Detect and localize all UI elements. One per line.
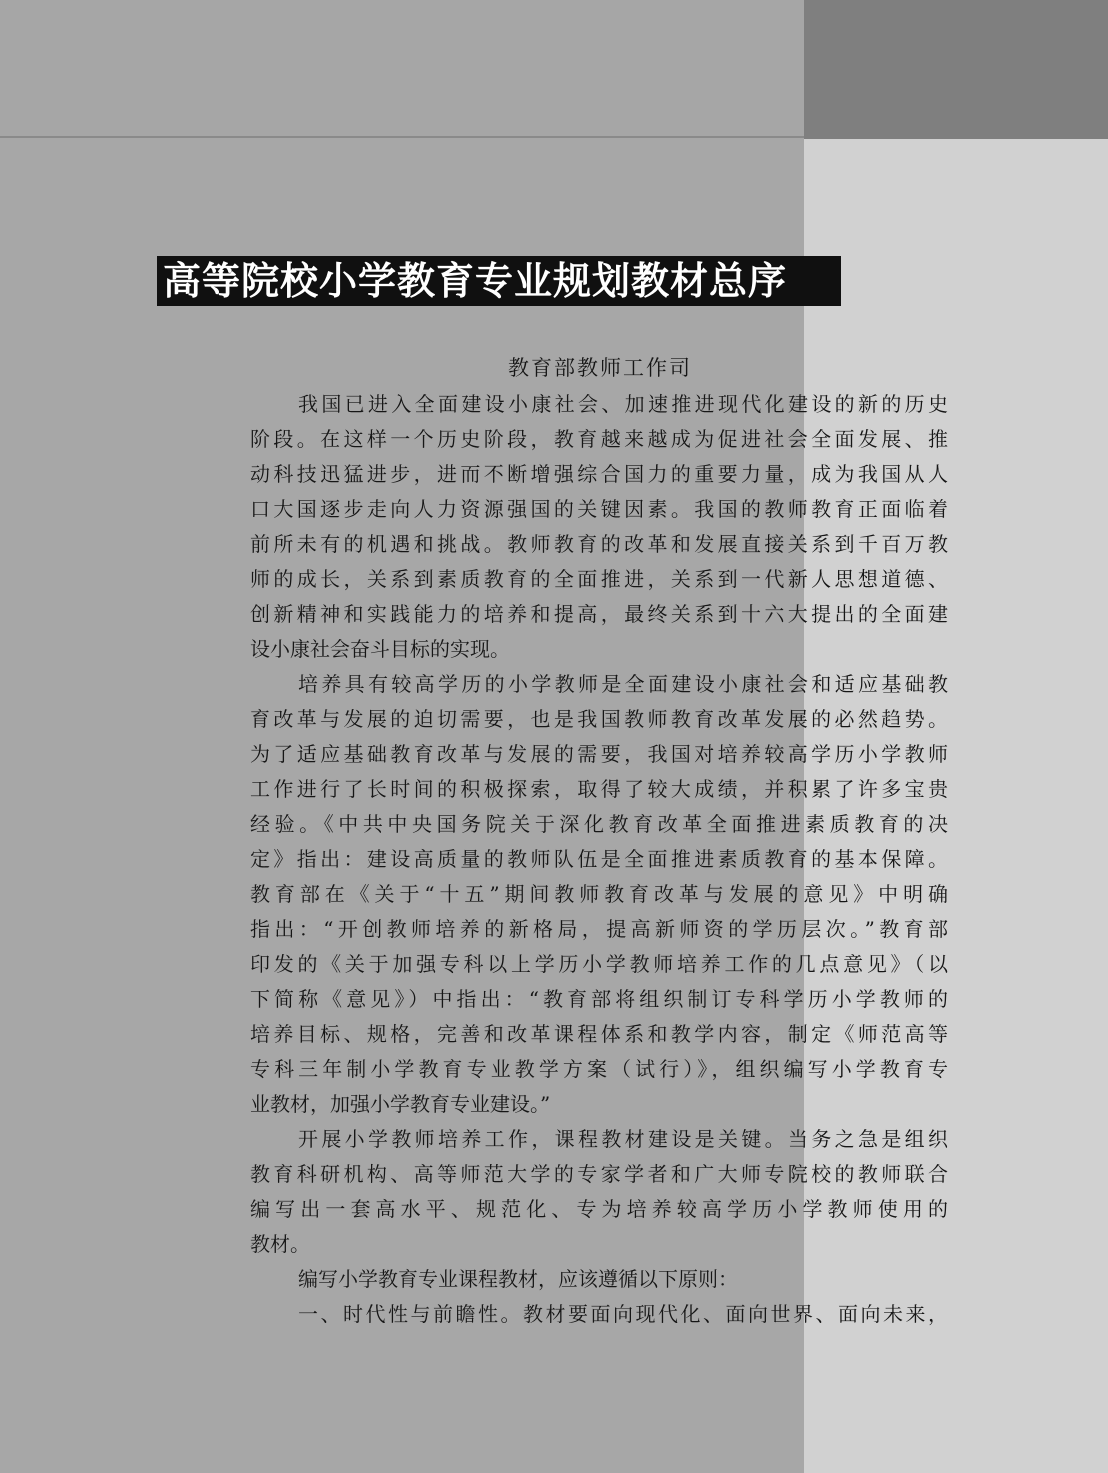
text-line: 我国已进入全面建设小康社会、加速推进现代化建设的新的历史 — [298, 392, 948, 416]
text-line: 印发的《关于加强专科以上学历小学教师培养工作的几点意见》（以 — [250, 952, 948, 976]
text-line: 编写小学教育专业课程教材，应该遵循以下原则： — [298, 1267, 738, 1291]
text-line: 业教材，加强小学教育专业建设。” — [250, 1092, 551, 1116]
text-line: 教育科研机构、高等师范大学的专家学者和广大师专院校的教师联合 — [250, 1162, 948, 1186]
text-line: 口大国逐步走向人力资源强国的关键因素。我国的教师教育正面临着 — [250, 497, 948, 521]
text-line: 前所未有的机遇和挑战。教师教育的改革和发展直接关系到千百万教 — [250, 532, 948, 556]
text-line: 育改革与发展的迫切需要，也是我国教师教育改革发展的必然趋势。 — [250, 707, 948, 731]
text-line: 动科技迅猛进步，进而不断增强综合国力的重要力量，成为我国从人 — [250, 462, 948, 486]
text-line: 经验。《中共中央国务院关于深化教育改革全面推进素质教育的决 — [250, 812, 948, 836]
body-text — [250, 387, 948, 1332]
text-line: 专科三年制小学教育专业教学方案（试行）》，组织编写小学教育专 — [250, 1057, 948, 1081]
text-line: 下简称《意见》）中指出：“教育部将组织制订专科学历小学教师的 — [250, 987, 948, 1011]
text-line: 一、时代性与前瞻性。教材要面向现代化、面向世界、面向未来， — [298, 1302, 948, 1326]
background-top-left — [0, 0, 804, 137]
text-line: 设小康社会奋斗目标的实现。 — [250, 637, 510, 661]
text-line: 创新精神和实践能力的培养和提高，最终关系到十六大提出的全面建 — [250, 602, 948, 626]
text-line: 开展小学教师培养工作，课程教材建设是关键。当务之急是组织 — [298, 1127, 948, 1151]
text-line: 培养具有较高学历的小学教师是全面建设小康社会和适应基础教 — [298, 672, 948, 696]
text-line: 定》指出：建设高质量的教师队伍是全面推进素质教育的基本保障。 — [250, 847, 948, 871]
text-line: 阶段。在这样一个历史阶段，教育越来越成为促进社会全面发展、推 — [250, 427, 948, 451]
text-line: 教材。 — [250, 1232, 310, 1256]
text-line: 为了适应基础教育改革与发展的需要，我国对培养较高学历小学教师 — [250, 742, 948, 766]
text-line: 师的成长，关系到素质教育的全面推进，关系到一代新人思想道德、 — [250, 567, 948, 591]
text-line: 工作进行了长时间的积极探索，取得了较大成绩，并积累了许多宝贵 — [250, 777, 948, 801]
author-byline: 教育部教师工作司 — [508, 356, 692, 380]
text-line: 培养目标、规格，完善和改革课程体系和教学内容，制定《师范高等 — [250, 1022, 948, 1046]
background-top-right — [804, 0, 1108, 139]
text-line: 编写出一套高水平、规范化、专为培养较高学历小学教师使用的 — [250, 1197, 948, 1221]
page-title: 高等院校小学教育专业规划教材总序 — [157, 256, 841, 306]
text-line: 指出：“开创教师培养的新格局，提高新师资的学历层次。”教育部 — [250, 917, 948, 941]
text-line: 教育部在《关于“十五”期间教师教育改革与发展的意见》中明确 — [250, 882, 948, 906]
